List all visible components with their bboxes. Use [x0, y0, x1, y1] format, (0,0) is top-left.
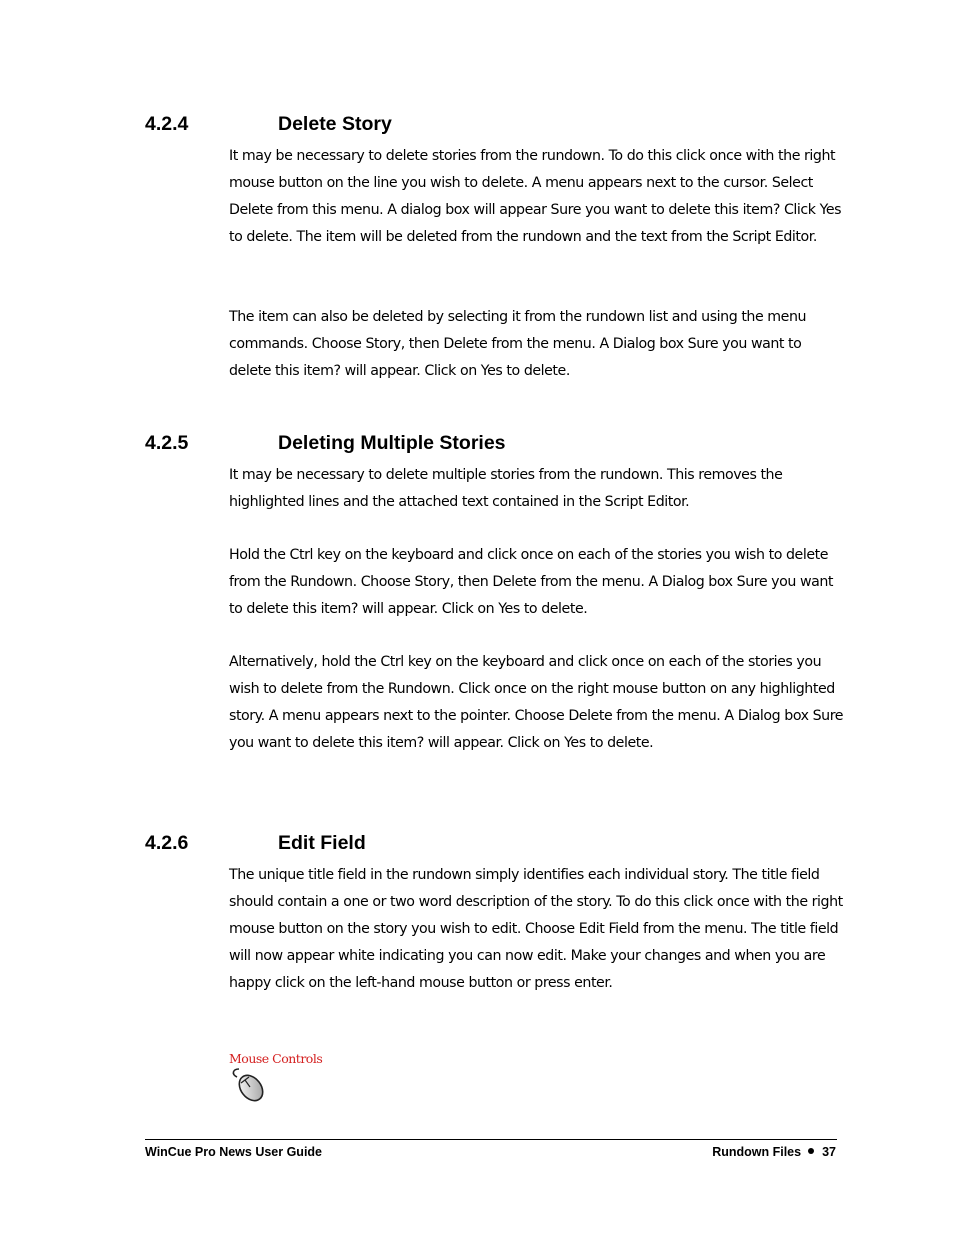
- paragraph: It may be necessary to delete stories from the rundown. To do this click once with the right mouse button on the line you wish to delete. A menu appears next to the cursor. Select Delete from this menu. A dialog box will appear Sure you want to delete this item? Click Yes to delete. The item will be deleted from the rundown and the text from the Script Editor.: [229, 148, 842, 245]
- footer-section: Rundown Files: [712, 1145, 802, 1159]
- paragraph: Hold the Ctrl key on the keyboard and click once on each of the stories you wish to delete from the Rundown. Choose Story, then Delete from the menu. A Dialog box Sure you want to delete this item? will appear. Click on Yes to delete.: [229, 547, 833, 617]
- section-title: Deleting Multiple Stories: [278, 432, 506, 454]
- bullet-icon: [808, 1148, 814, 1154]
- section-number: 4.2.6: [145, 832, 189, 854]
- paragraph: Alternatively, hold the Ctrl key on the keyboard and click once on each of the stories you wish to delete from the Rundown. Click once on the right mouse button on any highlighted story. A menu appears next to the pointer. Choose Delete from the menu. A Dialog box Sure you want to delete this item? will appear. Click on Yes to delete.: [229, 654, 844, 751]
- section-number: 4.2.4: [145, 113, 189, 135]
- paragraph: It may be necessary to delete multiple stories from the rundown. This removes the highlighted lines and the attached text contained in the Script Editor.: [229, 467, 783, 510]
- footer-rule: [145, 1139, 837, 1140]
- section-title: Delete Story: [278, 113, 392, 135]
- footer-section-page: [712, 1143, 836, 1161]
- paragraph: The item can also be deleted by selecting it from the rundown list and using the menu commands. Choose Story, then Delete from the menu. A Dialog box Sure you want to delete this item? will appear. Click on Yes to delete.: [229, 309, 807, 379]
- footer-document-title: WinCue Pro News User Guide: [145, 1145, 323, 1159]
- section-title: Edit Field: [278, 832, 366, 854]
- mouse-icon: [230, 1066, 270, 1106]
- figure-caption: Mouse Controls: [229, 1051, 323, 1066]
- section-number: 4.2.5: [145, 432, 189, 454]
- mouse-controls-figure: [228, 1050, 338, 1108]
- page-number: 37: [822, 1145, 836, 1159]
- paragraph: The unique title field in the rundown simply identifies each individual story. The title field should contain a one or two word description of the story. To do this click once with the right mouse button on the story you wish to edit. Choose Edit Field from the menu. The title field will now appear white indicating you can now edit. Make your changes and when you are happy click on the left-hand mouse button or press enter.: [229, 867, 843, 991]
